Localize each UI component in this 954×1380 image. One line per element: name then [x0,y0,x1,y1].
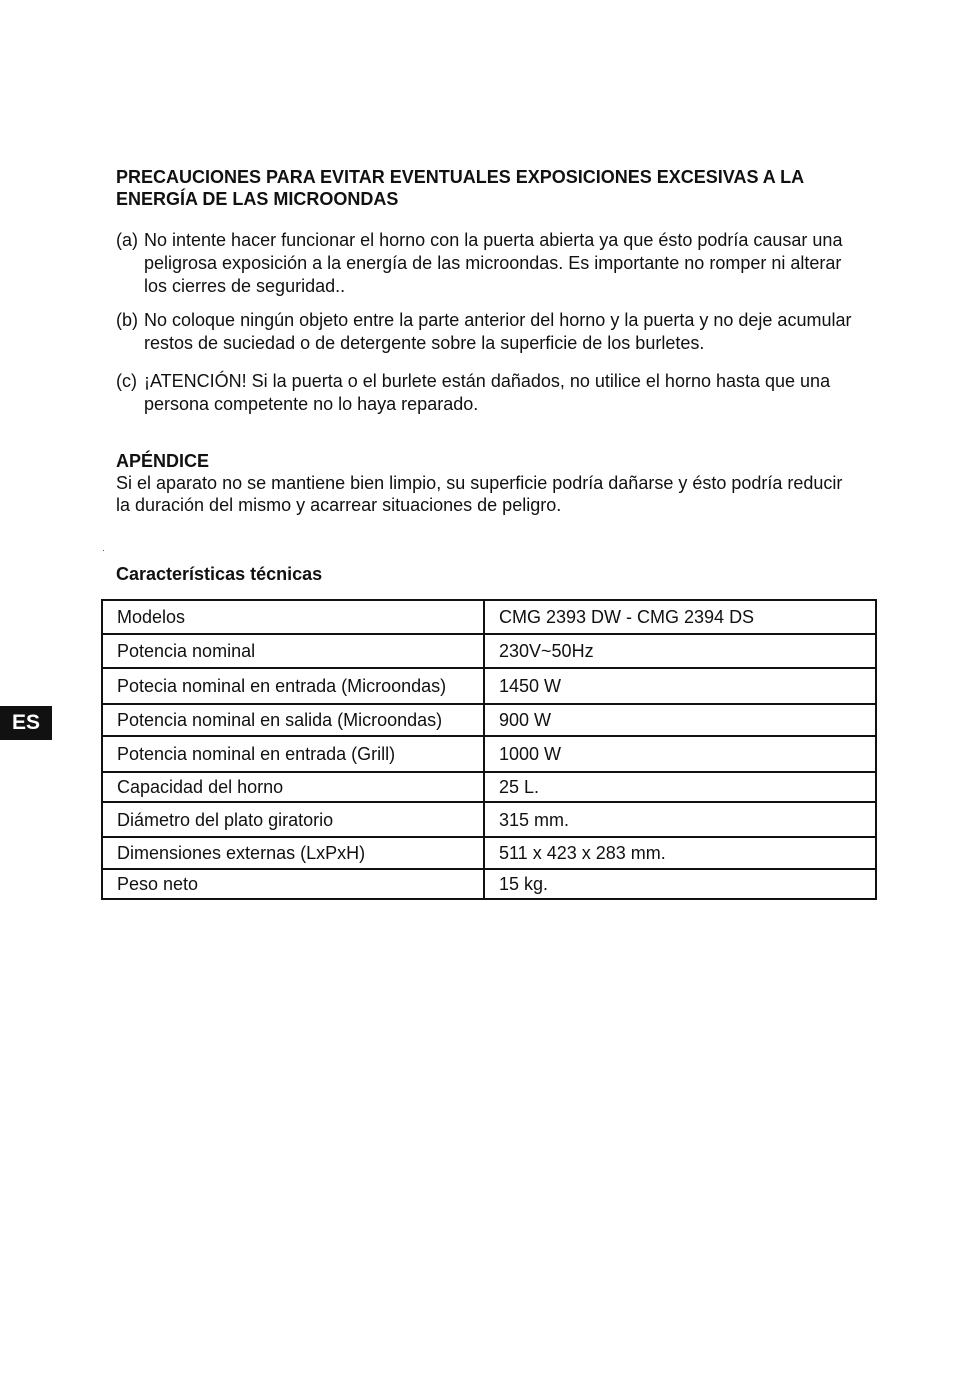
precautions-heading: PRECAUCIONES PARA EVITAR EVENTUALES EXPOSICIONES EXCESIVAS A LA ENERGÍA DE LAS MICROONDAS [116,167,804,209]
table-row [102,736,876,772]
item-marker: (c) [116,371,137,391]
spec-value: 900 W [484,704,876,736]
table-row [102,802,876,837]
precaution-item-a [116,229,856,298]
spec-value: 1450 W [484,668,876,704]
spec-value: 511 x 423 x 283 mm. [484,837,876,869]
spec-label: Potencia nominal en entrada (Grill) [102,736,484,772]
spec-label: Diámetro del plato giratorio [102,802,484,837]
spec-value: 25 L. [484,772,876,802]
spec-label: Potecia nominal en entrada (Microondas) [102,668,484,704]
table-row [102,634,876,668]
appendix-heading: APÉNDICE [116,451,210,471]
table-row [102,869,876,899]
spec-value: 315 mm. [484,802,876,837]
spec-value: 230V~50Hz [484,634,876,668]
table-row [102,772,876,802]
specs-table [101,599,877,900]
spec-label: Capacidad del horno [102,772,484,802]
item-text: No coloque ningún objeto entre la parte anterior del horno y la puerta y no deje acumular restos de suciedad o de detergente sobre la superficie de los burletes. [144,310,852,353]
spec-value: 15 kg. [484,869,876,899]
language-tab: ES [0,706,52,740]
appendix-paragraph: Si el aparato no se mantiene bien limpio, su superficie podría dañarse y ésto podría reducir la duración del mismo y acarrear situaciones de peligro. [116,473,843,515]
spec-label: Modelos [102,600,484,634]
spec-label: Peso neto [102,869,484,899]
spec-value: CMG 2393 DW - CMG 2394 DS [484,600,876,634]
spec-label: Dimensiones externas (LxPxH) [102,837,484,869]
stray-dot [103,550,104,551]
specs-heading: Características técnicas [116,564,323,584]
spec-value: 1000 W [484,736,876,772]
precaution-item-b [116,309,856,355]
table-row [102,837,876,869]
table-row [102,600,876,634]
item-text: ¡ATENCIÓN! Si la puerta o el burlete están dañados, no utilice el horno hasta que una persona competente no lo haya reparado. [144,371,831,414]
table-row [102,668,876,704]
item-text: No intente hacer funcionar el horno con la puerta abierta ya que ésto podría causar una peligrosa exposición a la energía de las microondas. Es importante no romper ni alterar los cierres de seguridad.. [144,230,843,296]
precaution-item-c [116,370,856,416]
spec-label: Potencia nominal en salida (Microondas) [102,704,484,736]
item-marker: (b) [116,310,138,330]
table-row [102,704,876,736]
item-marker: (a) [116,230,138,250]
spec-label: Potencia nominal [102,634,484,668]
